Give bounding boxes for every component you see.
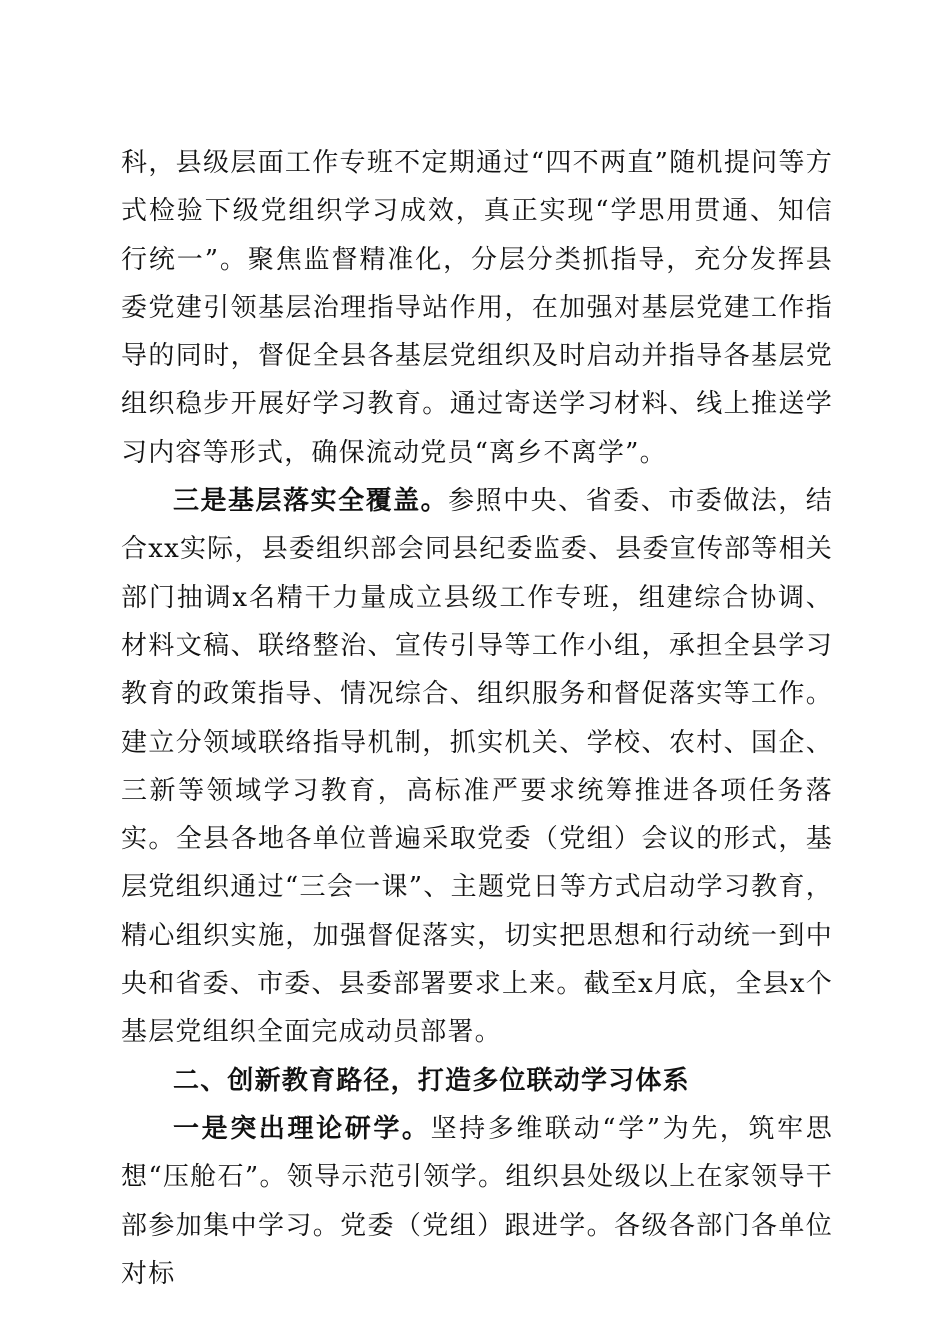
body-paragraph-3 bbox=[121, 1105, 833, 1298]
body-paragraph-2 bbox=[121, 477, 833, 1057]
section-heading-2: 二、创新教育路径，打造多位联动学习体系 bbox=[173, 1065, 690, 1096]
paragraph-2-lead: 三是基层落实全覆盖。 bbox=[173, 486, 449, 517]
paragraph-3-text: 坚持多维联动“学”为先，筑牢思想“压舱石”。领导示范引领学。组织县处级以上在家领导干部参加集中学习。党委（党组）跟进学。各级各部门各单位对标 bbox=[121, 1113, 833, 1289]
paragraph-2-text: 参照中央、省委、市委做法，结合xx实际，县委组织部会同县纪委监委、县委宣传部等相关部门抽调x名精干力量成立县级工作专班，组建综合协调、材料文稿、联络整治、宣传引导等工作小组，承担全县学习教育的政策指导、情况综合、组织服务和督促落实等工作。建立分领域联络指导机制，抓实机关、学校、农村、国企、三新等领域学习教育，高标准严要求统筹推进各项任务落实。全县各地各单位普遍采取党委（党组）会议的形式，基层党组织通过“三会一课”、主题党日等方式启动学习教育，精心组织实施，加强督促落实，切实把思想和行动统一到中央和省委、市委、县委部署要求上来。截至x月底，全县x个基层党组织全面完成动员部署。 bbox=[121, 486, 833, 1048]
body-paragraph-1 bbox=[121, 139, 833, 477]
document-body bbox=[121, 139, 833, 1298]
paragraph-3-lead: 一是突出理论研学。 bbox=[173, 1113, 431, 1144]
paragraph-1-text: 科，县级层面工作专班不定期通过“四不两直”随机提问等方式检验下级党组织学习成效，真正实现“学思用贯通、知信行统一”。聚焦监督精准化，分层分类抓指导，充分发挥县委党建引领基层治理指导站作用，在加强对基层党建工作指导的同时，督促全县各基层党组织及时启动并指导各基层党组织稳步开展好学习教育。通过寄送学习材料、线上推送学习内容等形式，确保流动党员“离乡不离学”。 bbox=[121, 148, 833, 468]
